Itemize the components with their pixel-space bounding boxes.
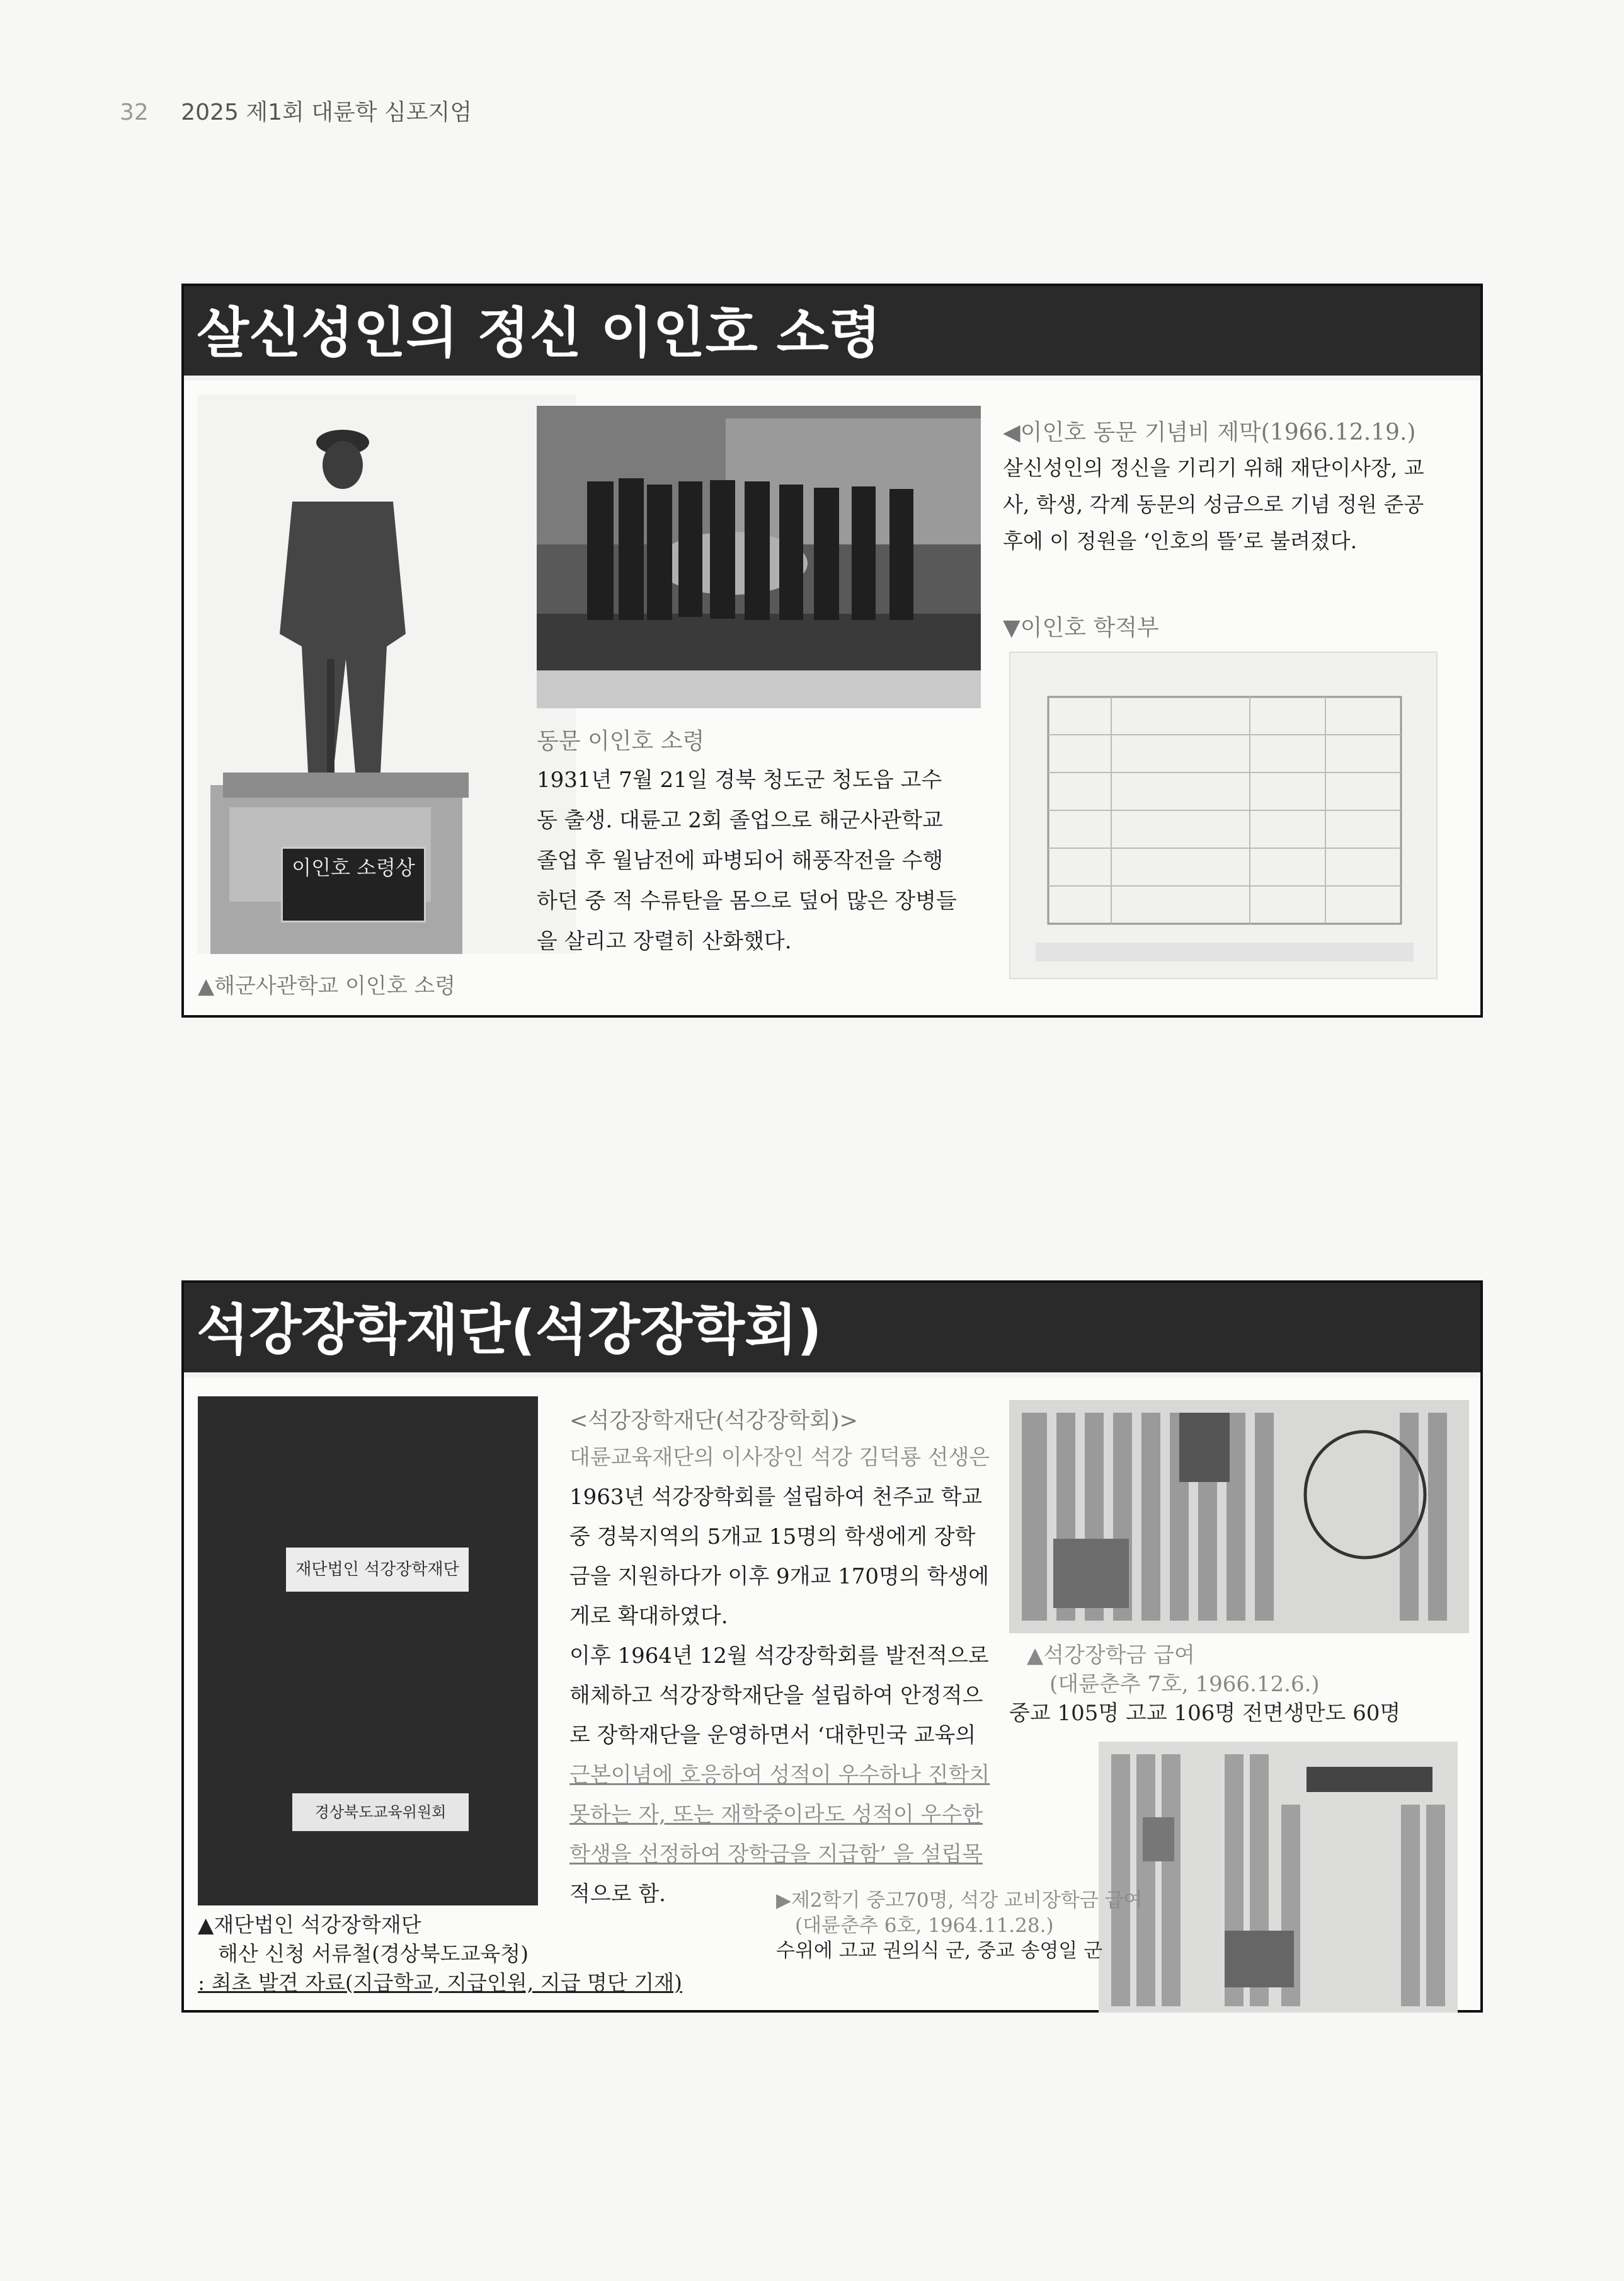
memorial-group-photo — [537, 406, 981, 708]
school-record-document — [1009, 652, 1438, 979]
section-title: 석강장학재단(석강장학회) — [184, 1283, 1480, 1377]
intro-line: 게로 확대하였다. — [569, 1604, 728, 1629]
intro-line: 중 경북지역의 5개교 15명의 학생에게 장학 — [569, 1524, 976, 1549]
bio-line: 을 살리고 장렬히 산화했다. — [537, 929, 792, 954]
bio-line: 하던 중 적 수류탄을 몸으로 덮어 많은 장병들 — [537, 888, 957, 914]
intro-line: 이후 1964년 12월 석강장학회를 발전적으로 — [569, 1643, 989, 1669]
intro-line: 해체하고 석강장학재단을 설립하여 안정적으 — [569, 1683, 983, 1708]
folder-label-top-text: 재단법인 석강장학재단 — [295, 1560, 459, 1579]
statue-plaque — [281, 847, 426, 922]
newspaper-2-caption-line: (대륜춘추 6호, 1964.11.28.) — [795, 1914, 1054, 1937]
folder-caption-line: ▲재단법인 석강장학재단 — [198, 1912, 421, 1937]
intro-line: 학생을 선정하여 장학금을 지급함’ 을 설립목 — [569, 1842, 983, 1867]
newspaper-clipping-1966 — [1009, 1400, 1469, 1633]
folder-caption-line: 해산 신청 서류철(경상북도교육청) — [218, 1941, 529, 1966]
memorial-line: 후에 이 정원을 ‘인호의 뜰’로 불려졌다. — [1003, 529, 1358, 553]
intro-line: 근본이념에 호응하여 성적이 우수하나 진학치 — [569, 1762, 990, 1788]
intro-line: 금을 지원하다가 이후 9개교 170명의 학생에 — [569, 1564, 990, 1589]
intro-text — [569, 1438, 990, 1914]
page-header — [120, 95, 472, 127]
intro-heading: <석강장학재단(석강장학회)> — [569, 1408, 858, 1434]
section-title: 살신성인의 정신 이인호 소령 — [184, 286, 1480, 381]
record-table-illustration — [1010, 653, 1438, 979]
intro-line: 대륜교육재단의 이사장인 석강 김덕룡 선생은 — [569, 1445, 990, 1470]
newspaper-1-headline: 중교 105명 고교 106명 전면생만도 60명 — [1009, 1701, 1401, 1726]
memorial-caption-title: ◀이인호 동문 기념비 제막(1966.12.19.) — [1003, 420, 1416, 445]
folder-caption — [198, 1910, 682, 1997]
bio-line: 1931년 7월 21일 경북 청도군 청도읍 고수 — [537, 767, 942, 793]
dissolution-folder-photo — [198, 1396, 538, 1905]
memorial-caption-text — [1003, 450, 1424, 560]
newspaper-2-caption-line: 수위에 고교 권의식 군, 중교 송영일 군 — [776, 1939, 1103, 1962]
statue-caption: ▲해군사관학교 이인호 소령 — [198, 974, 456, 999]
folder-label-bottom-text: 경상북도교육위원회 — [314, 1803, 447, 1821]
section-lee-inho — [181, 284, 1483, 1018]
folder-caption-line: : 최초 발견 자료(지급학교, 지급인원, 지급 명단 기재) — [198, 1970, 682, 1995]
bio-text — [537, 760, 957, 962]
memorial-line: 살신성인의 정신을 기리기 위해 재단이사장, 교 — [1003, 456, 1424, 480]
intro-line: 로 장학재단을 운영하면서 ‘대한민국 교육의 — [569, 1723, 976, 1748]
publication-title: 2025 제1회 대륜학 심포지엄 — [181, 100, 472, 125]
intro-line: 적으로 함. — [569, 1882, 666, 1907]
intro-line: 1963년 석강장학회를 설립하여 천주교 학교 — [569, 1485, 983, 1510]
newspaper-1-caption — [1027, 1641, 1320, 1699]
bio-line: 동 출생. 대륜고 2회 졸업으로 해군사관학교 — [537, 808, 943, 833]
folder-label-bottom — [292, 1793, 469, 1831]
section-seokgang-scholarship — [181, 1280, 1483, 2013]
statue-photo — [198, 394, 576, 954]
record-caption: ▼이인호 학적부 — [1003, 615, 1159, 641]
newspaper-2-caption-line: ▶제2학기 중고70명, 석강 교비장학금 급여 — [776, 1889, 1143, 1912]
memorial-line: 사, 학생, 각계 동문의 성금으로 기념 정원 준공 — [1003, 492, 1424, 517]
newspaper-1-caption-line: ▲석강장학금 급여 — [1027, 1643, 1195, 1668]
newspaper-1-illustration — [1009, 1400, 1469, 1633]
group-photo-illustration — [537, 406, 981, 708]
plaque-text: 이인호 소령상 — [292, 856, 415, 880]
folder-label-top — [286, 1548, 469, 1592]
bio-line: 졸업 후 월남전에 파병되어 해풍작전을 수행 — [537, 848, 944, 873]
intro-line: 못하는 자, 또는 재학중이라도 성적이 우수한 — [569, 1802, 983, 1827]
newspaper-2-caption — [776, 1888, 1142, 1963]
page-number: 32 — [120, 100, 149, 125]
bio-title: 동문 이인호 소령 — [537, 728, 705, 754]
newspaper-1-caption-line: (대륜춘추 7호, 1966.12.6.) — [1049, 1672, 1320, 1697]
newspaper-clipping-1964 — [1099, 1742, 1458, 2013]
newspaper-2-illustration — [1099, 1742, 1458, 2013]
